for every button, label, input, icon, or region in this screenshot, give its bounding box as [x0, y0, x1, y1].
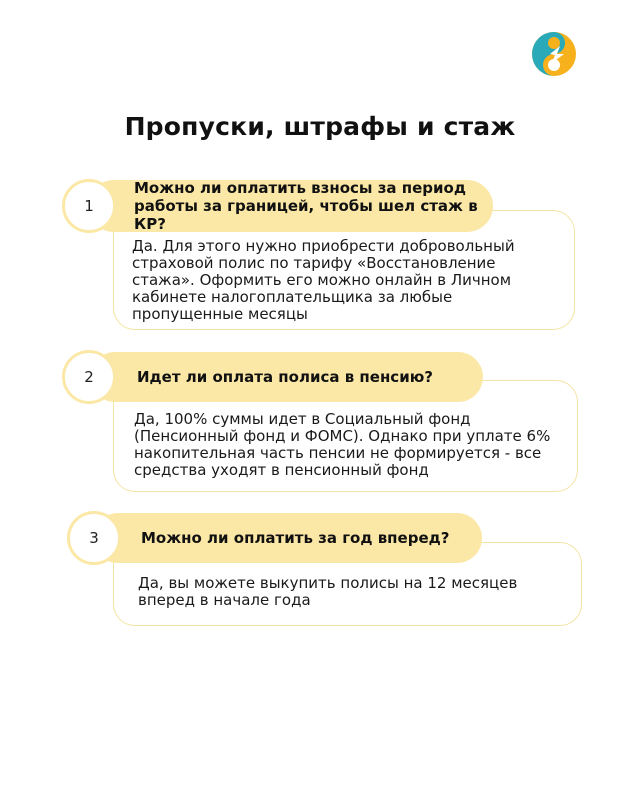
answer-text-3: Да, вы можете выкупить полисы на 12 месяцев вперед в начале года [138, 574, 518, 609]
number-label-3: 3 [89, 529, 99, 547]
question-text-1: Можно ли оплатить взносы за период работы за границей, чтобы шел стаж в КР? [134, 179, 478, 233]
question-pill-2 [90, 352, 483, 402]
answer-text-2: Да, 100% суммы идет в Социальный фонд (Пенсионный фонд и ФОМС). Однако при уплате 6% накопительная часть пенсии не формируется - все средства уходят в пенсионный фонд [134, 410, 551, 479]
number-label-1: 1 [84, 197, 94, 215]
question-pill-1 [88, 180, 493, 232]
number-circle-1 [62, 179, 116, 233]
question-text-2: Идет ли оплата полиса в пенсию? [137, 368, 433, 386]
page-title: Пропуски, штрафы и стаж [124, 112, 516, 141]
question-text-3: Можно ли оплатить за год вперед? [141, 529, 450, 547]
number-circle-2 [62, 350, 116, 404]
number-circle-3 [67, 511, 121, 565]
question-pill-3 [93, 513, 482, 563]
number-label-2: 2 [84, 368, 94, 386]
answer-text-1: Да. Для этого нужно приобрести добровольный страховой полис по тарифу «Восстановление стажа». Оформить его можно онлайн в Личном кабинете налогоплательщика за любые пропущенные месяцы [132, 237, 515, 323]
